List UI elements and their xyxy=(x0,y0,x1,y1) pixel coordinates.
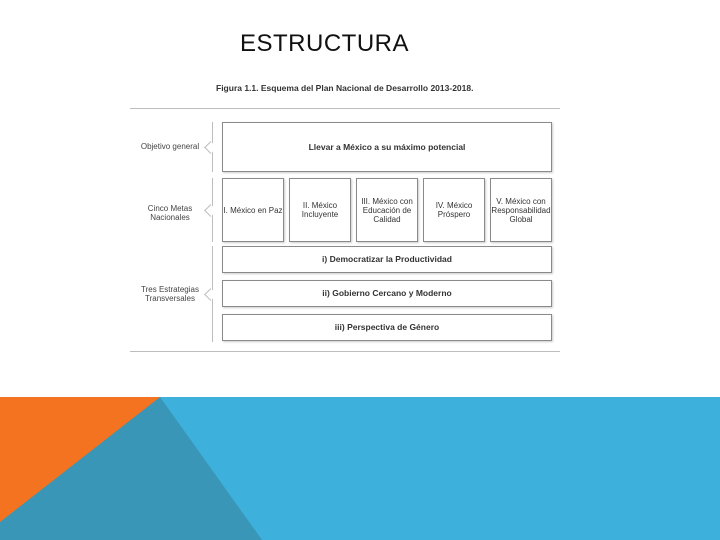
plan-diagram xyxy=(130,76,560,354)
figure-caption: Figura 1.1. Esquema del Plan Nacional de Desarrollo 2013-2018. xyxy=(216,83,474,93)
box-meta-5: V. México con Responsabilidad Global xyxy=(490,178,552,242)
box-meta-1: I. México en Paz xyxy=(222,178,284,242)
top-divider xyxy=(130,108,560,109)
box-meta-3: III. México con Educación de Calidad xyxy=(356,178,418,242)
slide-title: ESTRUCTURA xyxy=(240,30,410,57)
box-objetivo-general: Llevar a México a su máximo potencial xyxy=(222,122,552,172)
label-metas-nacionales: Cinco Metas Nacionales xyxy=(147,204,193,222)
bracket-notch-objetivo xyxy=(204,141,217,154)
bracket-notch-estrategias xyxy=(204,288,217,301)
box-estrategia-2: ii) Gobierno Cercano y Moderno xyxy=(222,280,552,307)
bottom-divider xyxy=(130,351,560,352)
box-meta-4: IV. México Próspero xyxy=(423,178,485,242)
box-meta-2: II. México Incluyente xyxy=(289,178,351,242)
box-estrategia-1: i) Democratizar la Productividad xyxy=(222,246,552,273)
box-estrategia-3: iii) Perspectiva de Género xyxy=(222,314,552,341)
label-objetivo-general: Objetivo general xyxy=(140,142,200,151)
label-estrategias-transversales: Tres Estrategias Transversales xyxy=(141,285,199,303)
bracket-notch-metas xyxy=(204,204,217,217)
